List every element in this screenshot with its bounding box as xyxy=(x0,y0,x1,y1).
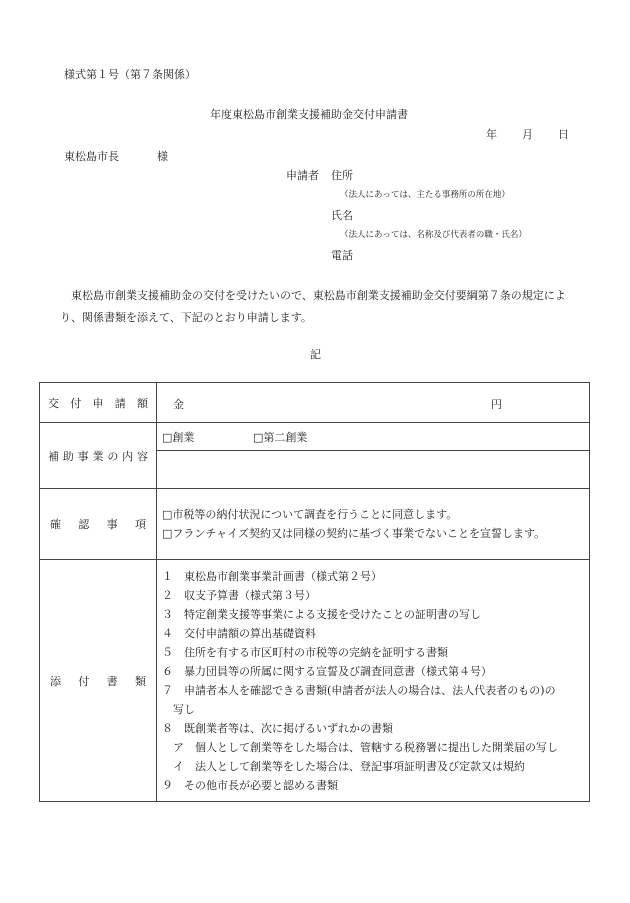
attachment-item: ４ 交付申請額の算出基礎資料 xyxy=(162,626,316,640)
form-number: 様式第１号（第７条関係） xyxy=(64,68,196,81)
attachments-label-char: 書 xyxy=(106,674,118,688)
attachment-item: ７ 申請者本人を確認できる書類(申請者が法人の場合は、法人代表者のもの)の xyxy=(162,683,556,697)
attachments-row xyxy=(40,560,590,802)
application-table xyxy=(39,382,590,802)
amount-prefix: 金 xyxy=(173,398,184,411)
attachments-label-char: 付 xyxy=(78,674,90,688)
attachments-label-char: 類 xyxy=(134,674,146,688)
business-detail-cell[interactable] xyxy=(157,451,590,489)
date-day: 日 xyxy=(558,128,569,141)
business-label-char: 容 xyxy=(136,449,148,463)
business-row xyxy=(40,423,590,451)
application-statement: 東松島市創業支援補助金の交付を受けたいので、東松島市創業支援補助金交付要綱第７条の規定により、関係書類を添えて、下記のとおり申請します。 xyxy=(60,289,566,324)
attachment-item: ８ 既創業者等は、次に掲げるいずれかの書類 xyxy=(162,721,393,735)
attachment-item: ３ 特定創業支援等事業による支援を受けたことの証明書の写し xyxy=(162,607,481,621)
second-startup-checkbox[interactable]: □第二創業 xyxy=(253,431,308,444)
business-label-char: 補 xyxy=(48,449,59,463)
business-label-char: 業 xyxy=(92,449,104,463)
amount-label-char: 申 xyxy=(92,396,104,410)
confirm-label-char: 事 xyxy=(106,518,118,531)
attachment-item: ６ 暴力団員等の所属に関する宣誓及び調査同意書（様式第４号） xyxy=(162,664,492,678)
business-label-char: 内 xyxy=(122,449,134,463)
phone-label: 電話 xyxy=(331,249,353,262)
startup-checkbox[interactable]: □創業 xyxy=(162,431,195,444)
confirm-row xyxy=(40,489,590,560)
applicant-label: 申請者 xyxy=(286,169,319,182)
amount-label xyxy=(40,383,157,423)
confirm-label-char: 項 xyxy=(134,518,146,531)
amount-unit: 円 xyxy=(491,398,502,411)
amount-row xyxy=(40,383,590,423)
document-title: 年度東松島市創業支援補助金交付申請書 xyxy=(210,108,408,121)
ki-heading: 記 xyxy=(310,348,321,361)
attachment-item: イ 法人として創業等をした場合は、登記事項証明書及び定款又は規約 xyxy=(162,759,525,773)
business-options-cell xyxy=(157,423,590,451)
addressee-honorific: 様 xyxy=(157,150,168,163)
address-label: 住所 xyxy=(331,169,353,182)
franchise-declaration-checkbox[interactable]: □フランチャイズ契約又は同様の契約に基づく事業でないことを宣誓します。 xyxy=(162,527,546,540)
attachments-label-char: 添 xyxy=(50,674,61,688)
attachments-label xyxy=(40,560,157,802)
name-label: 氏名 xyxy=(331,209,353,222)
date-month: 月 xyxy=(522,128,533,141)
addressee-name: 東松島市長 xyxy=(64,150,119,163)
attachment-item: ア 個人として創業等をした場合は、管轄する税務署に提出した開業届の写し xyxy=(162,740,558,754)
date-year: 年 xyxy=(486,128,497,141)
attachment-item: １ 東松島市創業事業計画書（様式第２号） xyxy=(162,569,382,583)
business-label-char: 助 xyxy=(62,449,74,463)
attachments-list-cell xyxy=(157,560,590,802)
confirm-items-cell xyxy=(157,489,590,560)
attachment-item: ５ 住所を有する市区町村の市税等の完納を証明する書類 xyxy=(162,645,448,659)
amount-label-char: 請 xyxy=(114,396,126,410)
amount-label-char: 交 xyxy=(48,396,59,410)
amount-label-char: 額 xyxy=(137,396,148,410)
confirm-label xyxy=(40,489,157,560)
amount-value-cell[interactable] xyxy=(157,383,590,423)
address-note: （法人にあっては、主たる事務所の所在地） xyxy=(340,190,510,200)
attachment-item: ２ 収支予算書（様式第３号） xyxy=(162,588,316,602)
business-label xyxy=(40,423,157,489)
confirm-label-char: 認 xyxy=(78,518,90,531)
name-note: （法人にあっては、名称及び代表者の職・氏名） xyxy=(340,230,527,240)
attachment-item: ９ その他市長が必要と認める書類 xyxy=(162,778,338,792)
business-label-char: の xyxy=(107,449,119,463)
amount-label-char: 付 xyxy=(70,396,82,410)
attachment-item: 写し xyxy=(162,702,195,716)
confirm-label-char: 確 xyxy=(50,518,61,531)
business-label-char: 事 xyxy=(77,449,89,463)
tax-consent-checkbox[interactable]: □市税等の納付状況について調査を行うことに同意します。 xyxy=(162,508,458,521)
